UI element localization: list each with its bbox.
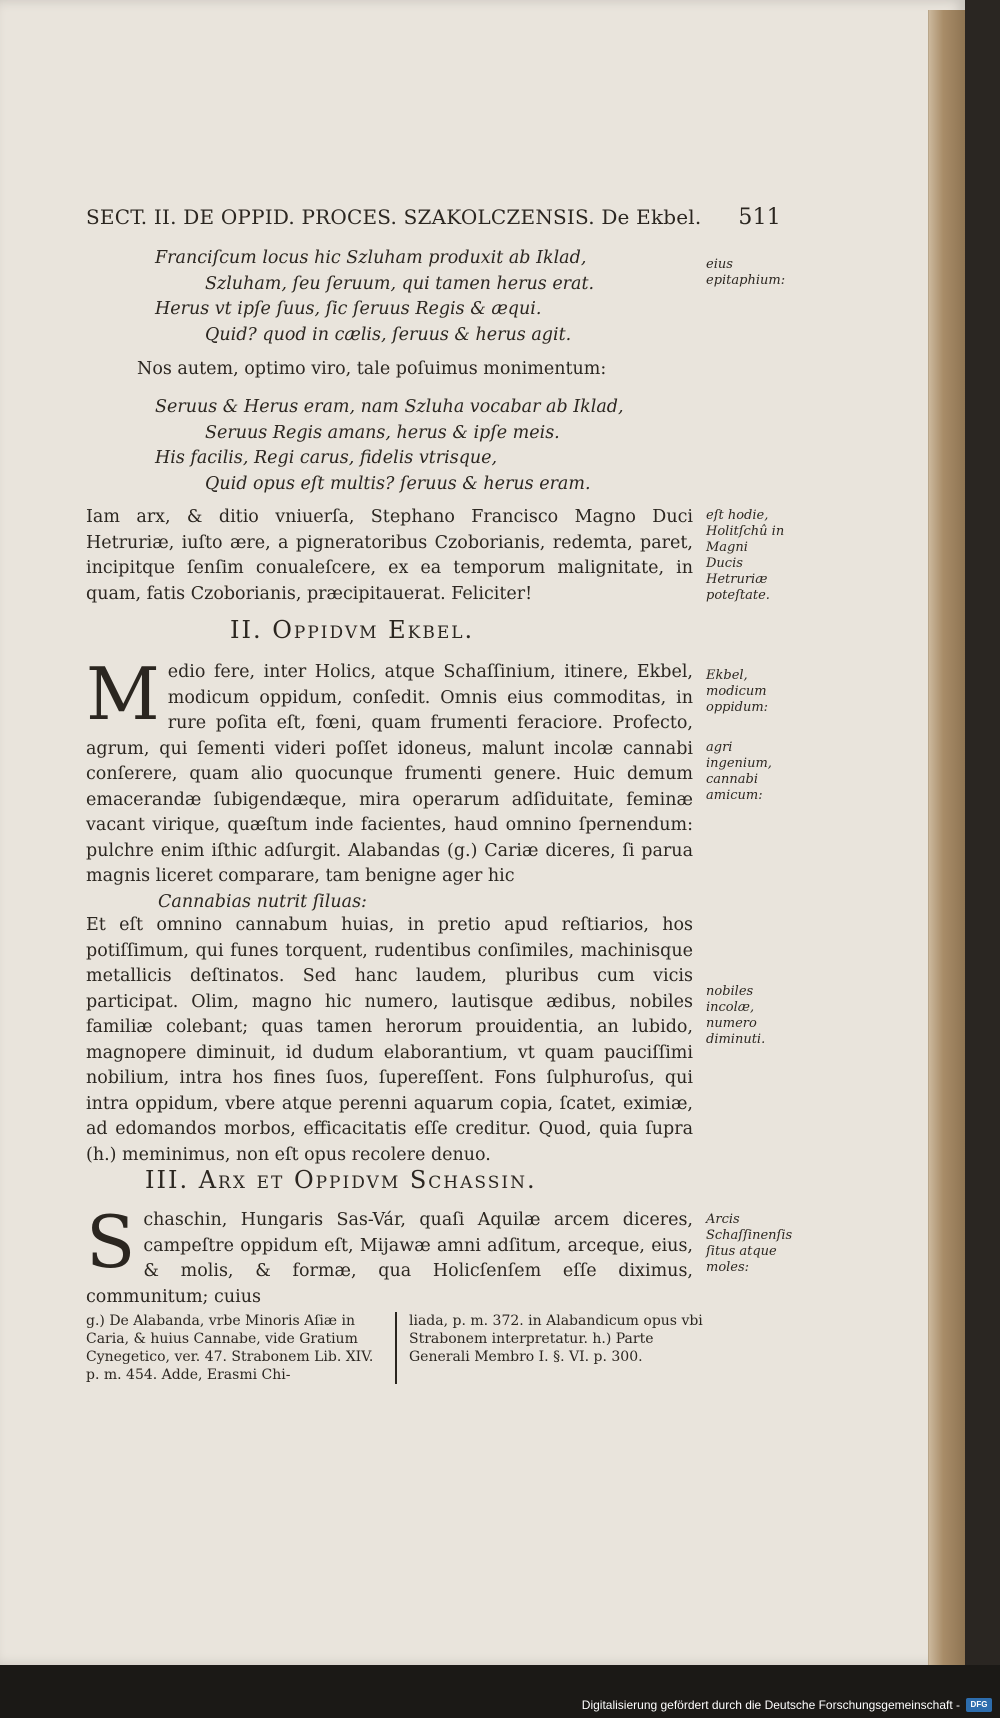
paragraph-ekbel	[86, 652, 693, 915]
paragraph-ekbel-text: edio fere, inter Holics, atque Schaſſinium, itinere, Ekbel, modicum oppidum, conſedit. Omnis eius commoditas, in rure poſita eſt, fœni, quam frumenti feraciore. Profecto, agrum, qui ſementi videri poſſet idoneus, malunt incolæ cannabi conſerere, quam alio quocunque frumenti genere. Huic demum emacerandæ ſubigendæque, mira operarum adſiduitate, feminæ vacant virique, quæſtum inde facientes, haud omnino ſpernendum: pulchre enim iſthic adſurgit. Alabandas (g.) Cariæ diceres, ſi parua magnis liceret comparare, tam benigne ager hic	[86, 662, 693, 886]
paragraph-schassin-text: chaschin, Hungaris Sas-Vár, quaſi Aquilæ arcem diceres, campeſtre oppidum eſt, Mijawæ amni adſitum, arceque, eius, & molis, & formæ, qua Holicſenſem eſſe diximus, communitum; cuius	[86, 1210, 693, 1307]
running-head	[86, 205, 781, 230]
scanner-footer	[0, 1665, 1000, 1718]
verse-line: Szluham, ſeu ſeruum, qui tamen herus erat.	[205, 273, 595, 294]
margin-note: nobiles incolæ, numero diminuti.	[706, 984, 766, 1047]
verse-epitaph-2	[155, 395, 624, 497]
verse-line: Franciſcum locus hic Szluham produxit ab Iklad,	[155, 248, 587, 268]
running-head-title: SECT. II. DE OPPID. PROCES. SZAKOLCZENSIS. De Ekbel.	[86, 205, 702, 229]
verse-line: His facilis, Regi carus, fidelis vtrisque,	[155, 448, 498, 468]
margin-note: Arcis Schaſſinenſis ſitus atque moles:	[706, 1212, 793, 1275]
paragraph-schassin	[86, 1200, 693, 1310]
verse-epitaph-1	[155, 246, 594, 348]
footnote-divider	[395, 1312, 397, 1384]
drop-cap: M	[86, 652, 160, 736]
margin-note: eius epitaphium:	[706, 257, 786, 288]
margin-note: agri ingenium, cannabi amicum:	[706, 740, 772, 803]
section-heading-schassin: III. Arx et Oppidvm Schassin.	[145, 1166, 537, 1194]
paragraph-cannabum: Et eſt omnino cannabum huias, in pretio apud reſtiarios, hos potiſſimum, qui funes torquent, rudentibus conſimiles, machinisque metallicis deſtinatos. Sed hanc laudem, pluribus cum vicis participat. Olim, magno hic numero, lautisque ædibus, nobiles familiæ colebant; quas tamen herorum prouidentia, an lubido, magnopere diminuit, id dudum elaborantium, vt quam pauciſſimi nobilium, intra hos fines ſuos, ſupereſſent. Fons ſulphuroſus, qui intra oppidum, vbere atque perenni aquarum copia, ſcatet, eximiæ, ad edomandos morbos, efficacitatis eſſe creditur. Quod, quia ſupra (h.) meminimus, non eſt opus recolere denuo.	[86, 915, 693, 1165]
footnotes	[86, 1312, 706, 1384]
margin-note: Ekbel, modicum oppidum:	[706, 668, 769, 715]
verse-line: Herus vt ipſe ſuus, ſic ſeruus Regis & æqui.	[155, 299, 542, 319]
margin-note: eſt hodie, Holitſchû in Magni Ducis Hetruriæ poteſtate.	[706, 508, 785, 603]
credit-text: Digitalisierung gefördert durch die Deutsche Forschungsgemeinschaft -	[581, 1698, 960, 1712]
dfg-logo-icon: DFG	[966, 1698, 992, 1712]
section-heading-ekbel: II. Oppidvm Ekbel.	[230, 616, 475, 644]
paragraph-arx: Iam arx, & ditio vniuerſa, Stephano Francisco Magno Duci Hetruriæ, iuſto ære, a pigneratoribus Czoborianis, redemta, paret, incipitque ſenſim conualeſcere, ex ea temporum malignitate, in quam, fatis Czoborianis, præcipitauerat. Feliciter!	[86, 507, 693, 604]
inline-verse: Cannabias nutrit ſiluas:	[158, 891, 367, 912]
plain-line: Nos autem, optimo viro, tale poſuimus monimentum:	[137, 359, 607, 379]
drop-cap: S	[86, 1200, 136, 1284]
verse-line: Quid? quod in cælis, ſeruus & herus agit.	[205, 324, 572, 345]
digitization-credit	[582, 1698, 992, 1712]
page-edge	[928, 10, 965, 1665]
verse-line: Quid opus eſt multis? ſeruus & herus eram.	[205, 473, 591, 494]
footnote-right: liada, p. m. 372. in Alabandicum opus vbi Strabonem interpretatur. h.) Parte Generali Membro I. §. VI. p. 300.	[409, 1313, 703, 1365]
footnote-left: g.) De Alabanda, vrbe Minoris Aſiæ in Caria, & huius Cannabe, vide Gratium Cynegetico, ver. 47. Strabonem Lib. XIV. p. m. 454. Adde, Erasmi Chi-	[86, 1313, 374, 1383]
verse-line: Seruus & Herus eram, nam Szluha vocabar ab Iklad,	[155, 397, 624, 417]
page-number: 511	[738, 205, 781, 230]
verse-line: Seruus Regis amans, herus & ipſe meis.	[205, 422, 560, 443]
